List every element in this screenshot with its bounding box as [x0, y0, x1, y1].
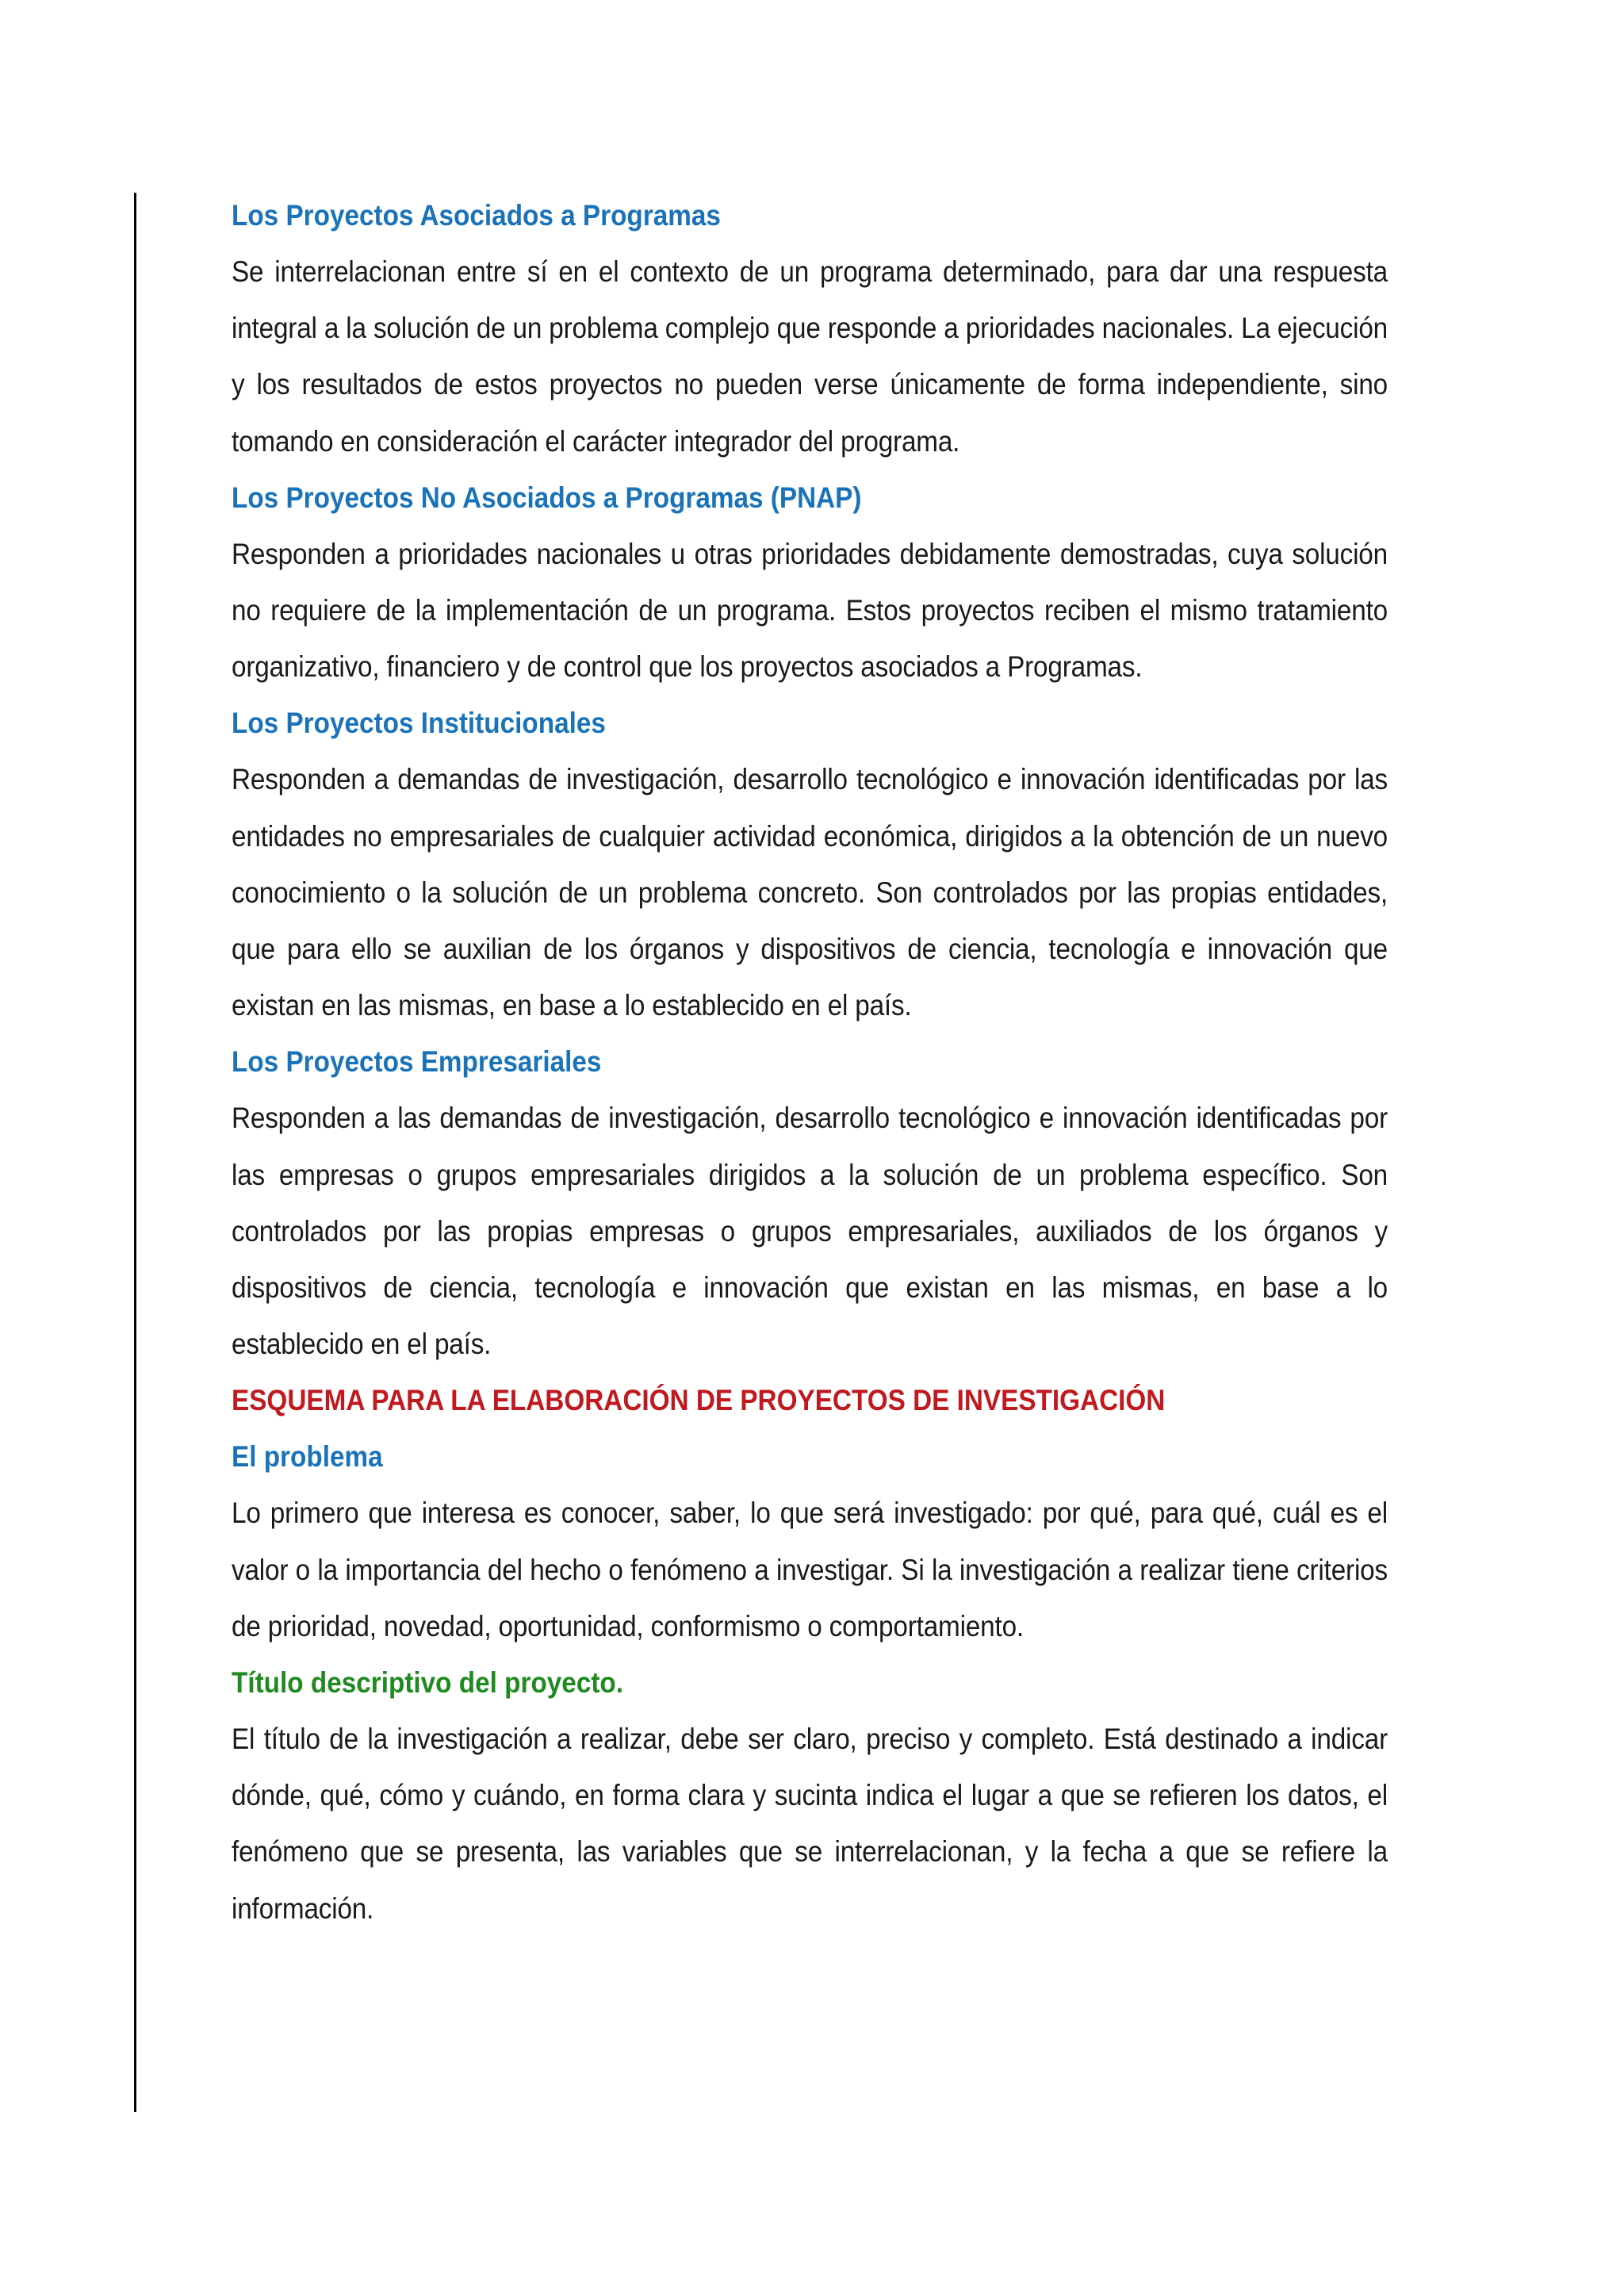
section-heading: Los Proyectos Asociados a Programas: [232, 199, 721, 232]
section-heading: Título descriptivo del proyecto.: [232, 1666, 624, 1700]
main-heading: ESQUEMA PARA LA ELABORACIÓN DE PROYECTOS DE INVESTIGACIÓN: [232, 1384, 1166, 1417]
document-body: [232, 187, 1391, 1937]
section-titulo: [232, 1654, 1391, 1937]
section-problema: [232, 1428, 1391, 1654]
section-heading: Los Proyectos Institucionales: [232, 707, 606, 740]
section-paragraph: Responden a prioridades nacionales u otras prioridades debidamente demostradas, cuya solución no requiere de la implementación de un programa. Estos proyectos reciben el mismo tratamiento organizativo, financiero y de control que los proyectos asociados a Programas.: [232, 537, 1388, 684]
section-no-asociados: [232, 470, 1391, 696]
section-paragraph: Se interrelacionan entre sí en el contexto de un programa determinado, para dar una respuesta integral a la solución de un problema complejo que responde a prioridades nacionales. La ejecución y los resultados de estos proyectos no pueden verse únicamente de forma independiente, sino tomando en consideración el carácter integrador del programa.: [232, 255, 1388, 458]
section-institucionales: [232, 695, 1391, 1033]
section-heading: Los Proyectos Empresariales: [232, 1045, 602, 1079]
section-paragraph: Lo primero que interesa es conocer, saber, lo que será investigado: por qué, para qué, cuál es el valor o la importancia del hecho o fenómeno a investigar. Si la investigación a realizar tiene criterios de prioridad, novedad, oportunidad, conformismo o comportamiento.: [232, 1497, 1388, 1642]
section-empresariales: [232, 1033, 1391, 1372]
section-paragraph: El título de la investigación a realizar, debe ser claro, preciso y completo. Está destinado a indicar dónde, qué, cómo y cuándo, en forma clara y sucinta indica el lugar a que se refieren los datos, el fenómeno que se presenta, las variables que se interrelacionan, y la fecha a que se refiere la información.: [232, 1723, 1388, 1925]
margin-rule: [134, 193, 136, 2112]
section-heading: El problema: [232, 1440, 383, 1474]
section-heading: Los Proyectos No Asociados a Programas (PNAP): [232, 481, 862, 514]
section-paragraph: Responden a demandas de investigación, desarrollo tecnológico e innovación identificadas por las entidades no empresariales de cualquier actividad económica, dirigidos a la obtención de un nuevo conocimiento o la solución de un problema concreto. Son controlados por las propias entidades, que para ello se auxilian de los órganos y dispositivos de ciencia, tecnología e innovación que existan en las mismas, en base a lo establecido en el país.: [232, 763, 1388, 1022]
section-paragraph: Responden a las demandas de investigación, desarrollo tecnológico e innovación identificadas por las empresas o grupos empresariales dirigidos a la solución de un problema específico. Son controlados por las propias empresas o grupos empresariales, auxiliados de los órganos y dispositivos de ciencia, tecnología e innovación que existan en las mismas, en base a lo establecido en el país.: [232, 1102, 1388, 1361]
section-asociados: [232, 187, 1391, 470]
